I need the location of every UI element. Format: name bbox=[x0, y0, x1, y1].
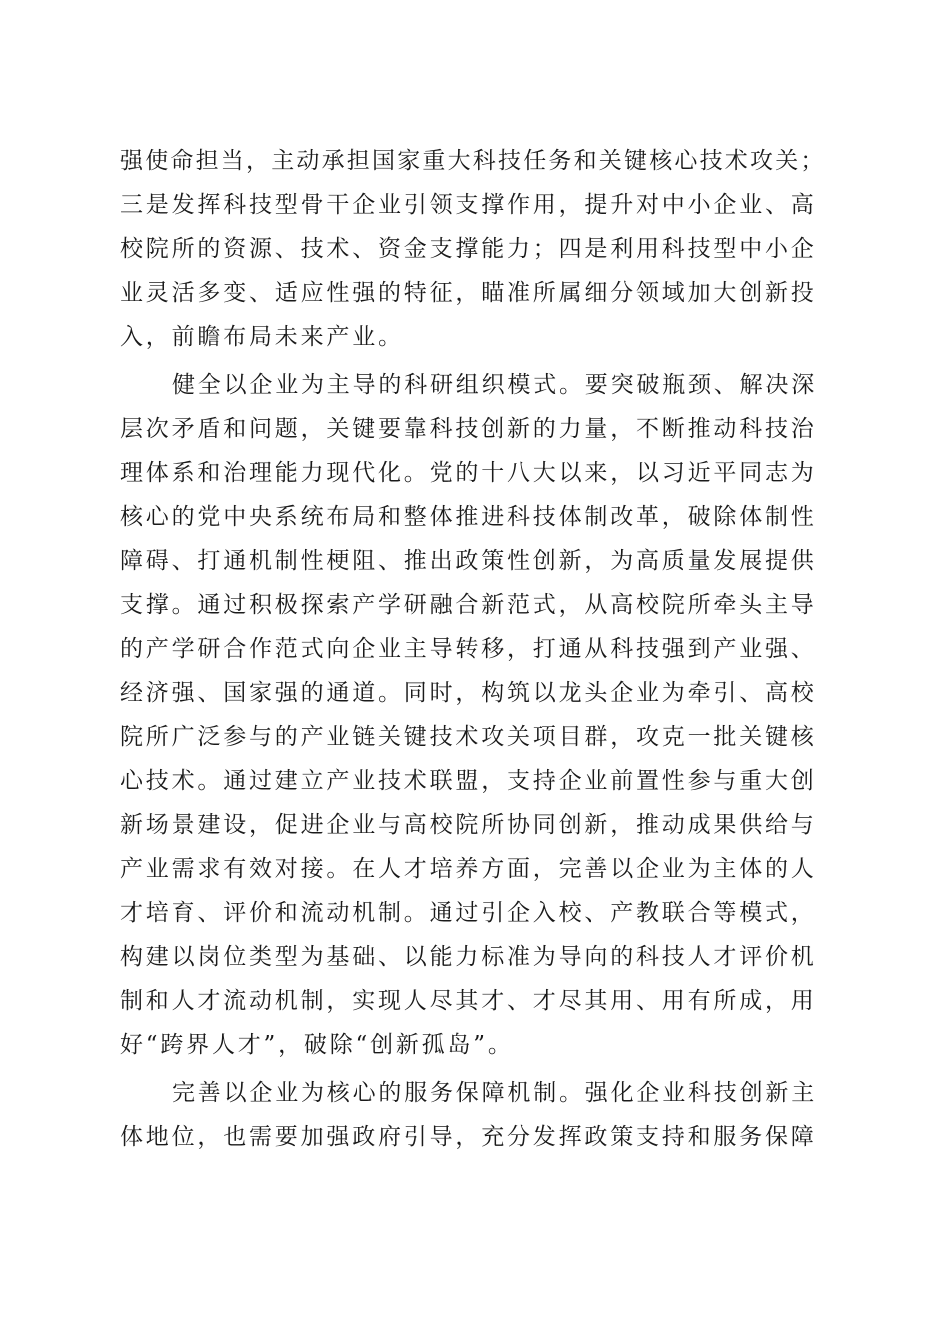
paragraph-3 bbox=[120, 1071, 830, 1159]
text-line: 三是发挥科技型骨干企业引领支撑作用，提升对中小企业、高 bbox=[120, 192, 817, 218]
text-line-first: 完善以企业为核心的服务保障机制。强化企业科技创新主 bbox=[172, 1080, 817, 1106]
text-line: 支撑。通过积极探索产学研融合新范式，从高校院所牵头主导 bbox=[120, 592, 817, 618]
text-line: 心技术。通过建立产业技术联盟，支持企业前置性参与重大创 bbox=[120, 768, 817, 794]
text-line: 强使命担当，主动承担国家重大科技任务和关键核心技术攻关； bbox=[120, 148, 826, 174]
text-line: 新场景建设，促进企业与高校院所协同创新，推动成果供给与 bbox=[120, 812, 817, 838]
text-line: 制和人才流动机制，实现人尽其才、才尽其用、用有所成，用 bbox=[120, 988, 817, 1014]
text-line: 层次矛盾和问题，关键要靠科技创新的力量，不断推动科技治 bbox=[120, 416, 817, 442]
text-line: 的产学研合作范式向企业主导转移，打通从科技强到产业强、 bbox=[120, 636, 817, 662]
text-line: 校院所的资源、技术、资金支撑能力；四是利用科技型中小企 bbox=[120, 236, 817, 262]
text-line: 构建以岗位类型为基础、以能力标准为导向的科技人才评价机 bbox=[120, 944, 817, 970]
text-line: 院所广泛参与的产业链关键技术攻关项目群，攻克一批关键核 bbox=[120, 724, 817, 750]
text-line-first: 健全以企业为主导的科研组织模式。要突破瓶颈、解决深 bbox=[172, 372, 817, 398]
text-line: 入，前瞻布局未来产业。 bbox=[120, 324, 404, 350]
text-line: 经济强、国家强的通道。同时，构筑以龙头企业为牵引、高校 bbox=[120, 680, 817, 706]
text-line: 业灵活多变、适应性强的特征，瞄准所属细分领域加大创新投 bbox=[120, 280, 817, 306]
text-line: 核心的党中央系统布局和整体推进科技体制改革，破除体制性 bbox=[120, 504, 817, 530]
text-line: 才培育、评价和流动机制。通过引企入校、产教联合等模式， bbox=[120, 900, 817, 926]
text-line: 体地位，也需要加强政府引导，充分发挥政策支持和服务保障 bbox=[120, 1124, 817, 1150]
paragraph-1 bbox=[120, 139, 830, 359]
document-body bbox=[120, 139, 830, 1159]
text-line: 好“跨界人才”，破除“创新孤岛”。 bbox=[120, 1032, 514, 1058]
text-line: 产业需求有效对接。在人才培养方面，完善以企业为主体的人 bbox=[120, 856, 817, 882]
text-line: 理体系和治理能力现代化。党的十八大以来，以习近平同志为 bbox=[120, 460, 817, 486]
paragraph-2 bbox=[120, 363, 830, 1067]
text-line: 障碍、打通机制性梗阻、推出政策性创新，为高质量发展提供 bbox=[120, 548, 817, 574]
